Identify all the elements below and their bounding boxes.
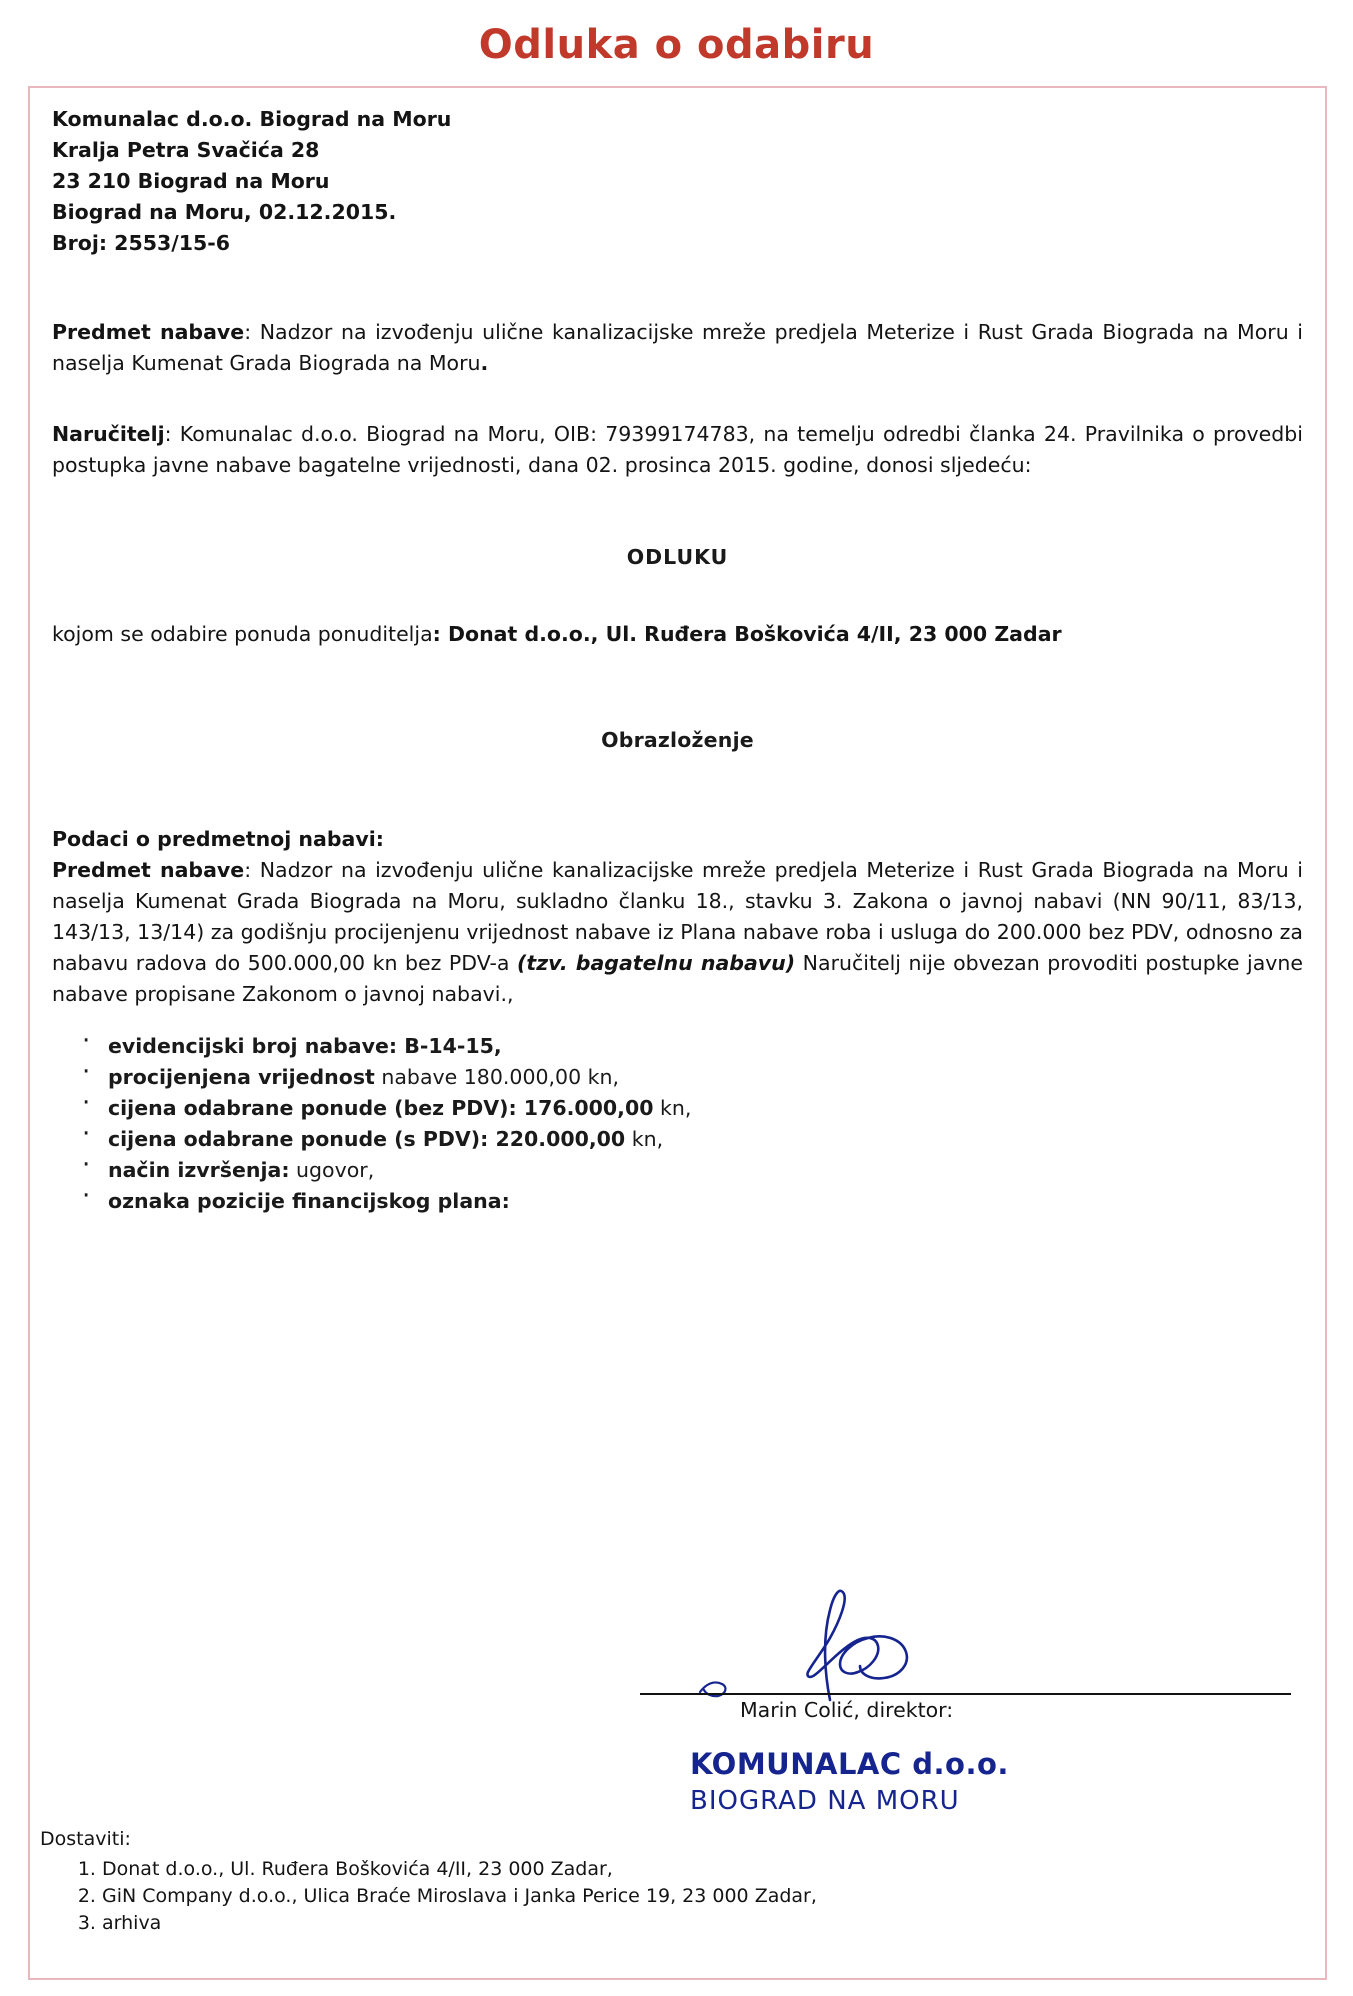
letterhead-line-place-date: Biograd na Moru, 02.12.2015. [52, 200, 397, 224]
page-title: Odluka o odabiru [478, 22, 875, 68]
signature-line [640, 1693, 1291, 1695]
list-item: 1. Donat d.o.o., Ul. Ruđera Boškovića 4/II, 23 000 Zadar, [102, 1856, 940, 1883]
authority-text: : Komunalac d.o.o. Biograd na Moru, OIB: 79399174783, na temelju odredbi članka 24. Pravilnika o provedbi postupka javne nabave bagatelne vrijednosti, dana 02. prosinca 2015. godine, donosi sljedeću: [52, 422, 1303, 477]
list-item: 2. GiN Company d.o.o., Ulica Braće Miroslava i Janka Perice 19, 23 000 Zadar, [102, 1883, 940, 1910]
procurement-part1: : Nadzor na izvođenju ulične kanalizacijske mreže predjela Meterize i Rust Grada Biograda na Moru i naselja Kumenat Grada Biograda na Moru, sukladno članku 18., stavku 3. Zakona o javnoj nabavi (NN 90/11, 83/13, 143/13, 13/14) za godišnju procijenjenu vrijednost nabave iz Plana nabave roba i usluga do 200.000 bez PDV, odnosno za nabavu radova do 500.000,00 kn bez PDV-a [52, 858, 1303, 975]
subject-paragraph [52, 317, 1303, 379]
selection-intro: kojom se odabire ponuda ponuditelja [52, 622, 433, 646]
handwritten-signature-icon [640, 1580, 1020, 1710]
decision-heading: ODLUKU [626, 545, 729, 569]
bullet-bold: evidencijski broj nabave: B-14-15, [108, 1034, 502, 1058]
procurement-italic: (tzv. bagatelnu nabavu) [517, 951, 796, 975]
bullet-rest: nabave 180.000,00 kn, [374, 1065, 620, 1089]
list-item [74, 1063, 1303, 1092]
letterhead-line-street: Kralja Petra Svačića 28 [52, 138, 320, 162]
bullet-bold: cijena odabrane ponude (bez PDV): 176.000,00 [108, 1096, 654, 1120]
bullet-rest: kn, [653, 1096, 692, 1120]
explanation-heading: Obrazloženje [601, 728, 754, 752]
subject-label: Predmet nabave [52, 320, 245, 344]
list-item: 3. arhiva [102, 1910, 940, 1937]
subject-period: . [480, 351, 489, 375]
company-stamp [690, 1745, 1009, 1819]
bullet-rest: ugovor, [289, 1158, 375, 1182]
authority-paragraph [52, 419, 1303, 481]
subject-text: : Nadzor na izvođenju ulične kanalizacijske mreže predjela Meterize i Rust Grada Biograda na Moru i naselja Kumenat Grada Biograda na Moru [52, 320, 1303, 375]
bullet-bold: procijenjena vrijednost [108, 1065, 375, 1089]
letterhead-block [52, 104, 1303, 259]
delivery-list [40, 1856, 940, 1937]
bullet-bold: cijena odabrane ponude (s PDV): 220.000,00 [108, 1127, 626, 1151]
letterhead-line-city: 23 210 Biograd na Moru [52, 169, 330, 193]
letterhead-line-number: Broj: 2553/15-6 [52, 231, 231, 255]
procurement-data-heading [52, 824, 1303, 855]
bullet-rest: kn, [625, 1127, 664, 1151]
selection-paragraph [52, 619, 1303, 650]
list-item [74, 1032, 1303, 1061]
procurement-part2: Naručitelj nije obvezan provoditi postupke javne nabave propisane Zakonom o javnoj nabavi., [52, 951, 1303, 1006]
bullet-bold: oznaka pozicije financijskog plana: [108, 1189, 510, 1213]
list-item [74, 1125, 1303, 1154]
delivery-block [40, 1826, 940, 1937]
delivery-heading: Dostaviti: [40, 1828, 131, 1850]
document-body [52, 104, 1303, 1218]
list-item [74, 1156, 1303, 1185]
letterhead-line-company: Komunalac d.o.o. Biograd na Moru [52, 107, 452, 131]
signatory-name: Marin Colić, direktor: [740, 1698, 954, 1722]
procurement-details-list [52, 1032, 1303, 1216]
stamp-line-company: KOMUNALAC d.o.o. [690, 1747, 1009, 1781]
stamp-line-city: BIOGRAD NA MORU [690, 1786, 960, 1816]
list-item [74, 1187, 1303, 1216]
procurement-data-heading-text: Podaci o predmetnoj nabavi: [52, 827, 384, 851]
list-item [74, 1094, 1303, 1123]
selected-bidder: : Donat d.o.o., Ul. Ruđera Boškovića 4/II, 23 000 Zadar [432, 622, 1062, 646]
authority-label: Naručitelj [52, 422, 165, 446]
procurement-label: Predmet nabave [52, 858, 245, 882]
bullet-bold: način izvršenja: [108, 1158, 290, 1182]
procurement-body-paragraph [52, 855, 1303, 1010]
